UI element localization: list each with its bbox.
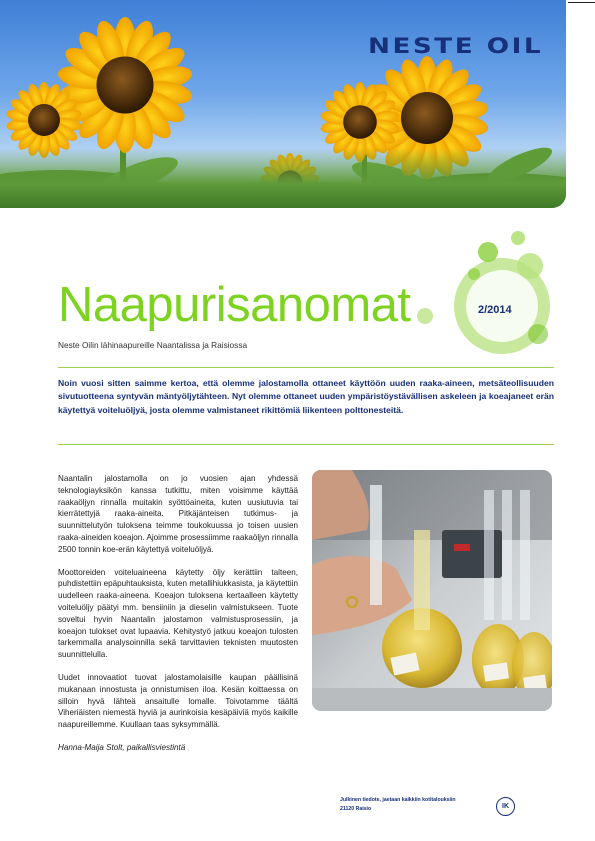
header-sunflower-photo [0, 0, 566, 208]
body-paragraph: Uudet innovaatiot tuovat jalostamolaisille kaupan päällisinä mukanaan innostusta ja onnistumisen iloa. Kesän koittaessa on silloin hyvä lähteä ansaitulle lomalle. Toivotamme täältä Viheriäisten niemestä hyviä ja aurinkoisia kesäpäiviä myös kaikille naapureillemme. Kuullaan taas syksymmällä. [58, 672, 298, 730]
footer-distribution-note [340, 796, 456, 814]
lab-flasks-illustration [312, 470, 552, 711]
body-paragraph: Naantalin jalostamolla on jo vuosien ajan yhdessä teknologiayksikön kanssa tutkittu, miten voisimme käyttää raakaöljyn rinnalla muitakin syöttöaineita, kuten uusiutuvia tai kierrätettyjä raaka-aineita. Pitkäjänteisen tutkimus- ja suunnittelutyön tuloksena teimme toukokuussa jo toisen uusien raaka-aineiden koeajon. Ajoimme prosessiimme raakaöljyn rinnalla 2500 tonnin koe-erän käytettyä voiteluöljyä. [58, 474, 298, 554]
ground-foliage [0, 148, 566, 208]
lead-bottom-rule [58, 444, 554, 445]
body-paragraph: Moottoreiden voiteluaineena käytetty öljy kerättiin talteen, puhdistettiin epäpuhtauksista, kuten metallihiukkasista, ja käytettiin uudelleen raaka-aineena. Koeajon tuloksena kertaalleen käytetty voiteluöljy päätyi mm. bensiiniin ja dieselin valmistukseen. Tuote soveltui hyvin Naantalin jalostamon valmistusprosessiin, ja koeajon tulokset ovat lupaavia. Kehitystyö jatkuu koeajon tulosten tarkemmalla analysoinnilla sekä tarvittavien teknisten muutosten suunnittelulla. [58, 567, 298, 660]
footer-line-1: Julkinen tiedote, jaetaan kaikkiin kotitalouksiin [340, 797, 456, 803]
newsletter-title: Naapurisanomat [58, 278, 411, 332]
lab-flasks-photo [312, 470, 552, 711]
issue-number: 2/2014 [478, 304, 512, 316]
green-bubbles-decoration [410, 224, 560, 359]
author-signature: Hanna-Maija Stolt, paikallisviestintä [58, 742, 186, 752]
lead-top-rule [58, 367, 554, 368]
article-body [58, 473, 298, 765]
newsletter-subtitle: Neste Oilin lähinaapureille Naantalissa ja Raisiossa [58, 340, 248, 350]
lead-paragraph: Noin vuosi sitten saimme kertoa, että olemme jalostamolla ottaneet käyttöön uuden raaka-aineen, metsäteollisuuden sivutuotteena syntyvän mäntyöljytähteen. Nyt olemme ottaneet uuden ympäristöystävällisen askeleen ja koeajaneet erän käytettyä voiteluöljyä, josta olemme valmistaneet rikittömiä liikenteen polttonesteitä. [58, 378, 554, 415]
corner-rule [568, 2, 595, 3]
sunflower-1 [56, 17, 194, 153]
neste-oil-logo: NESTE OIL [368, 34, 544, 58]
footer-line-2: 21120 Raisio [340, 806, 372, 812]
ik-logo-badge: IK [496, 797, 515, 816]
